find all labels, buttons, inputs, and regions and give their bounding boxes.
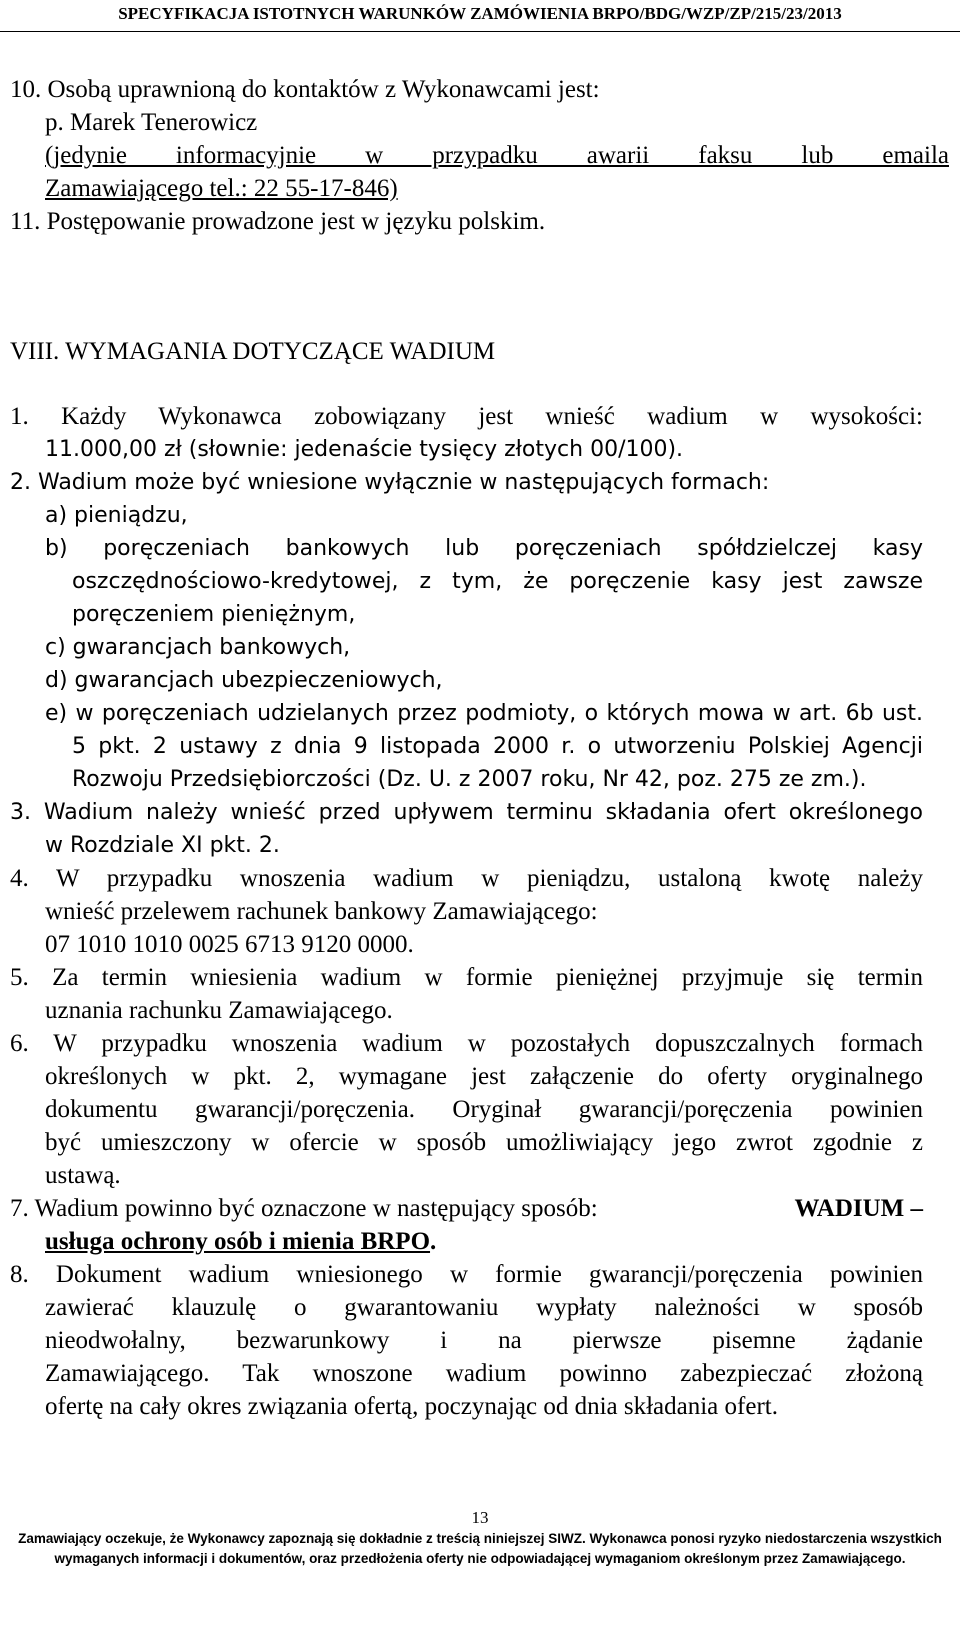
page-number: 13 bbox=[471, 1508, 489, 1527]
item-6-line4: być umieszczony w ofercie w sposób umożliwiający jego zwrot zgodnie z bbox=[45, 1129, 923, 1156]
contact-note-line1: (jedynie informacyjnie w przypadku awarii faksu lub emaila bbox=[45, 142, 949, 169]
item-2-line1: 2. Wadium może być wniesione wyłącznie w następujących formach: bbox=[10, 470, 770, 495]
item-2-e-line2: 5 pkt. 2 ustawy z dnia 9 listopada 2000 r. o utworzeniu Polskiej Agencji bbox=[72, 734, 923, 759]
item-8-line5: ofertę na cały okres związania ofertą, poczynając od dnia składania ofert. bbox=[45, 1393, 778, 1420]
document-header: SPECYFIKACJA ISTOTNYCH WARUNKÓW ZAMÓWIENIA BRPO/BDG/WZP/ZP/215/23/2013 bbox=[118, 4, 842, 23]
item-7-end-period: . bbox=[430, 1228, 437, 1255]
footer-line1: Zamawiający oczekuje, że Wykonawcy zapoznają się dokładnie z treścią niniejszej SIWZ. Wykonawca ponosi ryzyko niedostarczenia wszystkich bbox=[18, 1531, 942, 1546]
item-2-e-line1: e) w poręczeniach udzielanych przez podmioty, o których mowa w art. 6b ust. bbox=[45, 701, 923, 726]
item-8-line1: 8. Dokument wadium wniesionego w formie gwarancji/poręczenia powinien bbox=[10, 1261, 923, 1288]
item-8-line3: nieodwołalny, bezwarunkowy i na pierwsze pisemne żądanie bbox=[45, 1327, 923, 1354]
item-2-b-line3: poręczeniem pieniężnym, bbox=[72, 602, 356, 627]
item-6-line3: dokumentu gwarancji/poręczenia. Oryginał gwarancji/poręczenia powinien bbox=[45, 1096, 923, 1123]
item-8-line2: zawierać klauzulę o gwarantowaniu wypłaty należności w sposób bbox=[45, 1294, 923, 1321]
item-3-line2: w Rozdziale XI pkt. 2. bbox=[45, 833, 280, 858]
item-3-line1: 3. Wadium należy wnieść przed upływem terminu składania ofert określonego bbox=[10, 800, 923, 825]
item-6-line1: 6. W przypadku wnoszenia wadium w pozostałych dopuszczalnych formach bbox=[10, 1030, 923, 1057]
item-2-b-line2: oszczędnościowo-kredytowej, z tym, że poręczenie kasy jest zawsze bbox=[72, 569, 923, 594]
item-11: 11. Postępowanie prowadzone jest w języku polskim. bbox=[10, 208, 546, 235]
item-10: 10. Osobą uprawnioną do kontaktów z Wykonawcami jest: bbox=[10, 76, 600, 103]
item-4-line2: wnieść przelewem rachunek bankowy Zamawiającego: bbox=[45, 898, 598, 925]
item-7-line1 bbox=[10, 1194, 923, 1224]
item-4-line1: 4. W przypadku wnoszenia wadium w pieniądzu, ustaloną kwotę należy bbox=[10, 865, 923, 892]
item-2-e-line3: Rozwoju Przedsiębiorczości (Dz. U. z 2007 roku, Nr 42, poz. 275 ze zm.). bbox=[72, 767, 867, 792]
item-1-line2: 11.000,00 zł (słownie: jedenaście tysięcy złotych 00/100). bbox=[45, 437, 684, 462]
footer-line2: wymaganych informacji i dokumentów, oraz przedłożenia oferty nie odpowiadającej wymaganiom określonym przez Zamawiającego. bbox=[54, 1551, 906, 1566]
header-rule bbox=[0, 31, 960, 32]
item-2-b-line1: b) poręczeniach bankowych lub poręczeniach spółdzielczej kasy bbox=[45, 536, 923, 561]
item-7-line2 bbox=[45, 1227, 436, 1257]
item-6-line5: ustawą. bbox=[45, 1162, 121, 1189]
item-5-line2: uznania rachunku Zamawiającego. bbox=[45, 997, 393, 1024]
item-7-bold-label: WADIUM – bbox=[794, 1195, 923, 1222]
item-5-line1: 5. Za termin wniesienia wadium w formie pieniężnej przyjmuje się termin bbox=[10, 964, 923, 991]
item-2-c: c) gwarancjach bankowych, bbox=[45, 635, 351, 660]
item-2-a: a) pieniądzu, bbox=[45, 503, 188, 528]
item-7-bold-service: usługa ochrony osób i mienia BRPO bbox=[45, 1228, 431, 1255]
item-4-bank-account: 07 1010 1010 0025 6713 9120 0000. bbox=[45, 931, 414, 958]
item-1-line1: 1. Każdy Wykonawca zobowiązany jest wnieść wadium w wysokości: bbox=[10, 403, 923, 430]
contact-person: p. Marek Tenerowicz bbox=[45, 109, 258, 136]
item-7-text: 7. Wadium powinno być oznaczone w następujący sposób: bbox=[10, 1195, 598, 1222]
item-8-line4: Zamawiającego. Tak wnoszone wadium powinno zabezpieczać złożoną bbox=[45, 1360, 923, 1387]
item-2-d: d) gwarancjach ubezpieczeniowych, bbox=[45, 668, 443, 693]
contact-note-line2: Zamawiającego tel.: 22 55-17-846) bbox=[45, 175, 398, 202]
item-6-line2: określonych w pkt. 2, wymagane jest załączenie do oferty oryginalnego bbox=[45, 1063, 923, 1090]
section-title: VIII. WYMAGANIA DOTYCZĄCE WADIUM bbox=[10, 338, 496, 365]
